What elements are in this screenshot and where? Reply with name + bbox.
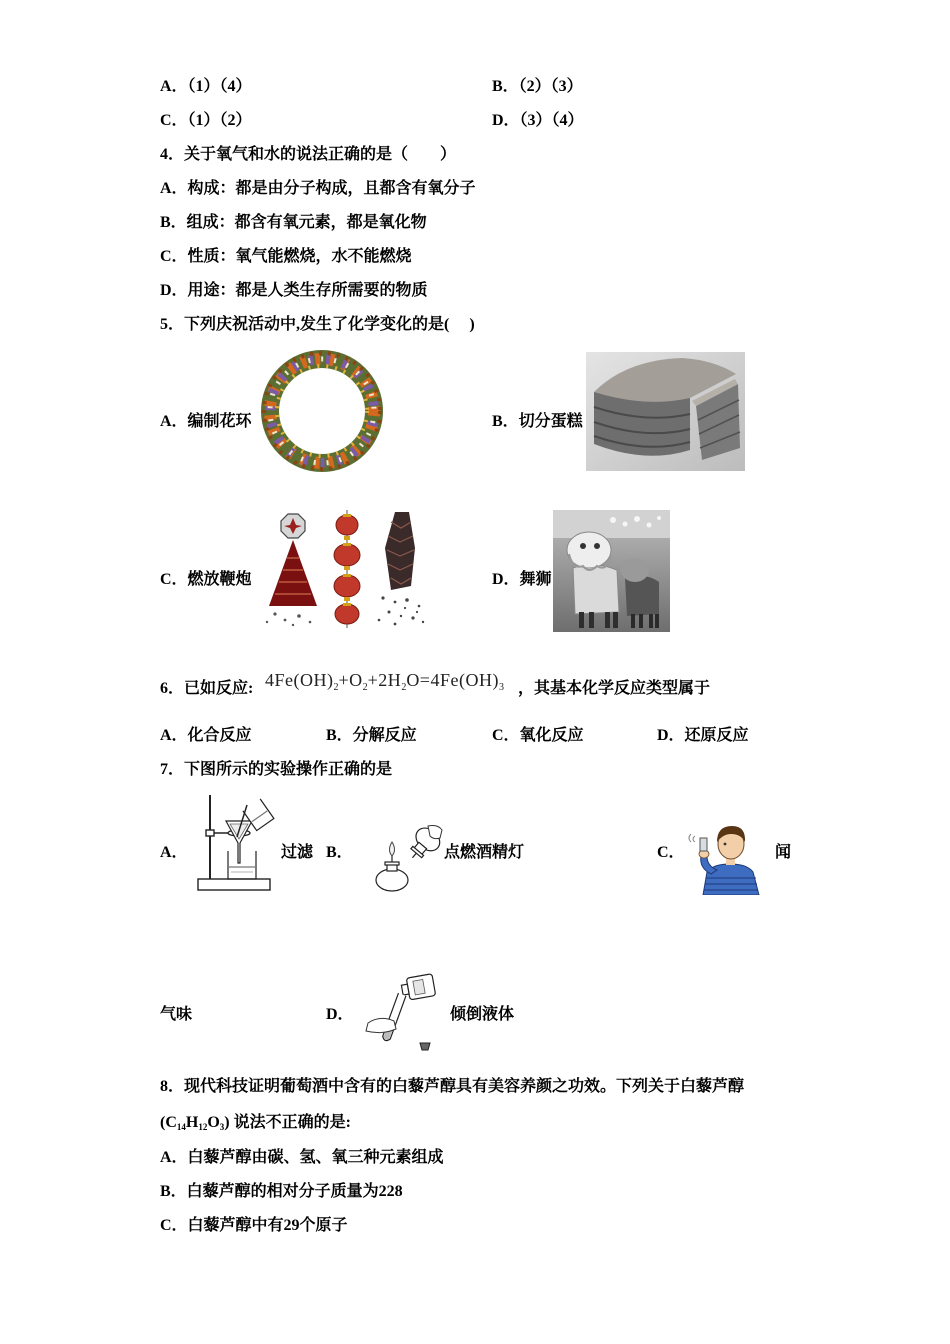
flower-wreath-image <box>258 345 386 477</box>
q8-stem-line2 <box>160 1113 351 1133</box>
formula-part: (C <box>160 1114 177 1131</box>
equation-subscript: 2 <box>333 682 339 693</box>
q4-option-c: C．性质：氧气能燃烧，水不能燃烧 <box>160 248 412 265</box>
q4-option-b: B．组成：都含有氧元素，都是氧化物 <box>160 214 427 231</box>
q6-option-c: C．氧化反应 <box>492 727 584 744</box>
q7-option-d-caption: 倾倒液体 <box>450 1006 515 1023</box>
q6-option-b: B．分解反应 <box>326 727 417 744</box>
equation-part: 4Fe(OH) <box>265 670 334 690</box>
pouring-liquid-image <box>362 965 444 1053</box>
firecrackers-image <box>255 508 431 630</box>
formula-subscript: 3 <box>219 1122 225 1132</box>
q5-option-d: D．舞狮 <box>492 571 552 588</box>
formula-part: O <box>207 1114 220 1131</box>
formula-part: H <box>185 1114 199 1131</box>
q8-stem-line2-suffix: 说法不正确的是: <box>229 1114 351 1131</box>
equation-part: O=4Fe(OH) <box>406 670 499 690</box>
q6-stem-suffix: ，其基本化学反应类型属于 <box>518 680 711 697</box>
q5-stem: 5．下列庆祝活动中,发生了化学变化的是( ) <box>160 316 475 333</box>
reagent-bottle <box>700 838 707 851</box>
formula-subscript: 12 <box>198 1122 208 1132</box>
q6-stem-prefix: 6．已如反应: <box>160 680 254 697</box>
q4-stem: 4．关于氧气和水的说法正确的是（ ） <box>160 146 457 163</box>
formula-subscript: 14 <box>176 1122 186 1132</box>
alcohol-lamp-image <box>368 818 444 894</box>
smelling-odor-image <box>683 820 763 895</box>
q5-option-b: B．切分蛋糕 <box>492 413 583 430</box>
q4-option-a: A．构成：都是由分子构成，且都含有氧分子 <box>160 180 476 197</box>
equation-part: +2H <box>367 670 402 690</box>
receiving-beaker <box>228 851 256 879</box>
q7-option-a-caption: 过滤 <box>281 844 314 861</box>
q7-option-c-caption-start: 闻 <box>775 844 792 861</box>
q8-option-c: C．白藜芦醇中有29个原子 <box>160 1217 348 1234</box>
q8-option-a: A．白藜芦醇由碳、氢、氧三种元素组成 <box>160 1149 444 1166</box>
q7-option-b-caption: 点燃酒精灯 <box>444 844 525 861</box>
firecracker-braid-right <box>378 512 425 625</box>
q3-option-d: D．（3）（4） <box>492 112 584 129</box>
filtration-apparatus-image <box>193 793 275 895</box>
student-figure <box>699 826 759 895</box>
hand-icon <box>366 1018 396 1032</box>
cut-cake-image <box>586 352 745 471</box>
funnel <box>226 821 252 863</box>
waft-lines <box>689 834 695 842</box>
q3-option-b: B．（2）（3） <box>492 78 583 95</box>
test-tube <box>382 993 406 1042</box>
q7-option-b-letter: B． <box>326 844 353 861</box>
q7-option-c-caption-end: 气味 <box>160 1006 193 1023</box>
q4-option-d: D．用途：都是人类生存所需要的物质 <box>160 282 428 299</box>
lantern-string-middle <box>334 510 360 628</box>
q6-reaction-equation <box>265 670 504 693</box>
q7-option-a-letter: A． <box>160 844 188 861</box>
q3-option-c: C．（1）（2） <box>160 112 252 129</box>
q8-option-b: B．白藜芦醇的相对分子质量为228 <box>160 1183 403 1200</box>
q6-option-a: A．化合反应 <box>160 727 252 744</box>
firecracker-stack-left <box>266 514 317 626</box>
q7-option-c-letter: C． <box>657 844 685 861</box>
q7-option-d-letter: D． <box>326 1006 354 1023</box>
q8-stem-line1: 8．现代科技证明葡萄酒中含有的白藜芦醇具有美容养颜之功效。下列关于白藜芦醇 <box>160 1078 745 1095</box>
q5-option-a: A．编制花环 <box>160 413 252 430</box>
bottle-stopper <box>420 1043 430 1050</box>
lower-alcohol-lamp <box>376 856 408 891</box>
hand-icon <box>428 826 442 839</box>
flame <box>390 842 395 856</box>
q6-option-d: D．还原反应 <box>657 727 749 744</box>
wreath-ring <box>264 353 380 469</box>
equation-subscript: 2 <box>401 682 407 693</box>
q5-option-c: C．燃放鞭炮 <box>160 571 252 588</box>
q7-stem: 7．下图所示的实验操作正确的是 <box>160 761 393 778</box>
equation-part: +O <box>338 670 363 690</box>
equation-subscript: 2 <box>362 682 368 693</box>
q3-option-a: A．（1）（4） <box>160 78 252 95</box>
lion-dance-image <box>553 510 670 632</box>
formula-part: ) <box>224 1114 230 1131</box>
equation-subscript: 3 <box>498 682 504 693</box>
